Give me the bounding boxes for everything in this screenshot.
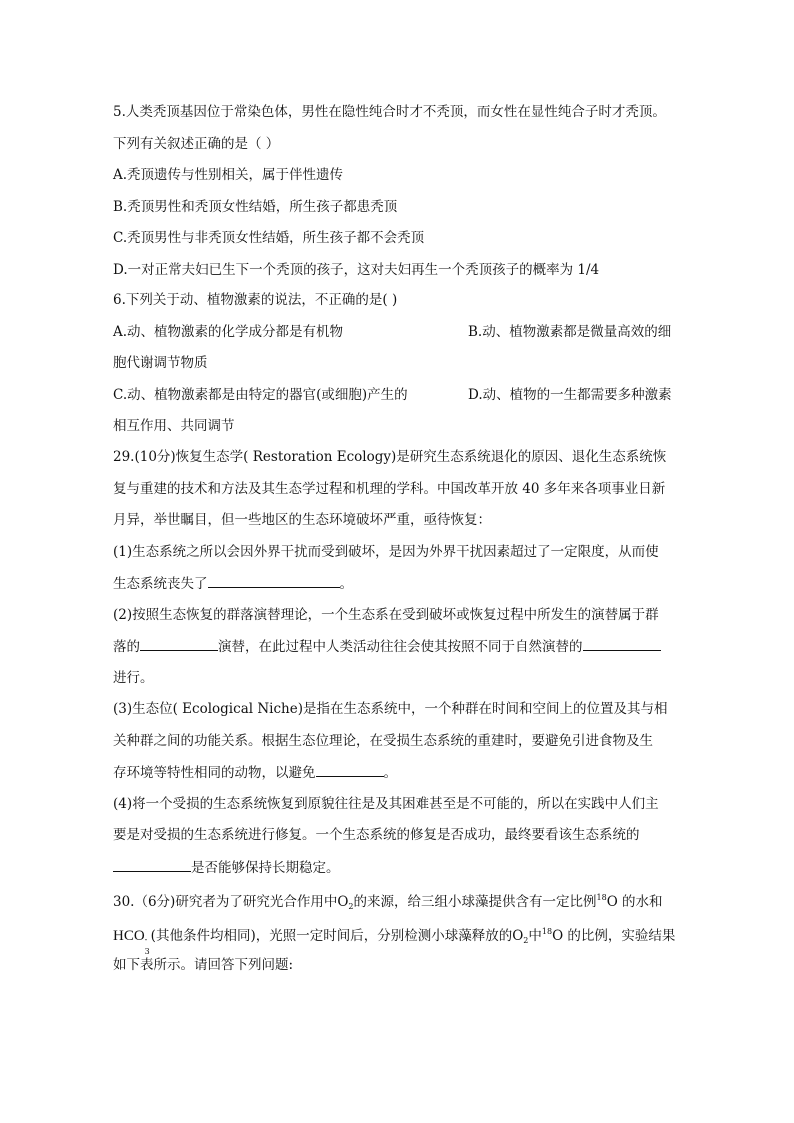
q29-part4-line2: 要是对受损的生态系统进行修复。一个生态系统的修复是否成功，最终要看该生态系统的	[113, 827, 640, 843]
q29-part4-text: 是否能够保持长期稳定。	[191, 860, 340, 876]
q29-part2-line3: 进行。	[113, 670, 154, 686]
q29-part1-end: 。	[339, 576, 353, 592]
q29-part3-line1: (3)生态位( Ecological Niche)是指在生态系统中，一个种群在时间和空间上的位置及其与相	[113, 701, 668, 717]
q6-options-row2	[113, 386, 683, 404]
q29-part4-line1: (4)将一个受损的生态系统恢复到原貌往往是及其困难甚至是不可能的，所以在实践中人们主	[113, 796, 659, 812]
q29-part1-text: 生态系统丧失了	[113, 576, 208, 592]
q29-intro-line2: 复与重建的技术和方法及其生态学过程和机理的学科。中国改革开放 40 多年来各项事业日新	[113, 481, 666, 497]
answer-blank-5[interactable]	[113, 858, 191, 872]
q29-part2-line2	[113, 637, 661, 656]
q29-part3-end: 。	[383, 765, 397, 781]
q6-option-b-cont: 胞代谢调节物质	[113, 355, 208, 371]
q6-option-d: D.动、植物的一生都需要多种激素	[468, 387, 672, 403]
q29-part1-line1: (1)生态系统之所以会因外界干扰而受到破坏，是因为外界干扰因素超过了一定限度，从而使	[113, 544, 659, 560]
q30-line3: 如下表所示。请回答下列问题:	[113, 957, 294, 973]
o2-subscript: 2	[348, 902, 354, 911]
q29-part3-text: 存环境等特性相同的动物，以避免	[113, 765, 316, 781]
q29-part3-line2: 关种群之间的功能关系。根据生态位理论，在受损生态系统的重建时，要避免引进食物及生	[113, 733, 653, 749]
q29-intro-line3: 月异，举世瞩目，但一些地区的生态环境破坏严重，亟待恢复：	[113, 512, 491, 528]
q6-stem: 6.下列关于动、植物激素的说法，不正确的是( )	[113, 292, 398, 308]
q29-part4-line3	[113, 858, 340, 877]
q6-option-d-cont: 相互作用、共同调节	[113, 418, 235, 434]
isotope-superscript: 18	[596, 893, 607, 902]
q30-text-d: (其他条件均相同)，光照一定时间后，分别检测小球藻释放的O	[150, 928, 524, 944]
q29-part2-line1: (2)按照生态恢复的群落演替理论，一个生态系在受到破坏或恢复过程中所发生的演替属于群	[113, 607, 659, 623]
q30-line2	[113, 923, 676, 956]
bicarbonate-subscript: 3	[144, 947, 150, 956]
isotope-superscript-2: 18	[541, 927, 553, 936]
q29-part2-text-a: 落的	[113, 639, 140, 655]
q6-options-row1	[113, 323, 683, 341]
q29-intro-line1: 29.(10分)恢复生态学( Restoration Ecology)是研究生态系统退化的原因、退化生态系统恢	[113, 449, 667, 465]
q5-option-b: B.秃顶男性和秃顶女性结婚，所生孩子都患秃顶	[113, 199, 398, 215]
q5-option-c: C.秃顶男性与非秃顶女性结婚，所生孩子都不会秃顶	[113, 230, 425, 246]
q30-text-a: 30.（6分)研究者为了研究光合作用中O	[113, 894, 349, 910]
bicarbonate-formula: HCO	[113, 928, 145, 944]
q30-text-c: O 的水和	[606, 894, 663, 910]
charge-superscript: -	[144, 935, 148, 944]
q30-text-b: 的来源，给三组小球藻提供含有一定比例	[353, 894, 597, 910]
q30-line1	[113, 889, 663, 916]
q6-option-b: B.动、植物激素都是微量高效的细	[468, 324, 672, 340]
answer-blank-3[interactable]	[583, 637, 661, 651]
q29-part1-line2	[113, 574, 353, 593]
q29-part2-text-b: 演替，在此过程中人类活动往往会使其按照不同于自然演替的	[218, 639, 583, 655]
q6-option-a: A.动、植物激素的化学成分都是有机物	[113, 324, 344, 340]
answer-blank-2[interactable]	[140, 637, 218, 651]
answer-blank-1[interactable]	[208, 574, 340, 588]
q29-part3-line3	[113, 763, 397, 782]
q6-option-c: C.动、植物激素都是由特定的器官(或细胞)产生的	[113, 387, 408, 403]
q5-option-d: D.一对正常夫妇已生下一个秃顶的孩子，这对夫妇再生一个秃顶孩子的概率为 1/4	[113, 262, 600, 278]
o2-subscript-2: 2	[523, 936, 529, 945]
answer-blank-4[interactable]	[316, 763, 384, 777]
q5-option-a: A.秃顶遗传与性别相关，属于伴性遗传	[113, 167, 344, 183]
q5-stem-line2: 下列有关叙述正确的是（ ）	[113, 136, 280, 152]
q30-text-f: O 的比例，实验结果	[552, 928, 676, 944]
q5-stem-line1: 5.人类秃顶基因位于常染色体，男性在隐性纯合时才不秃顶，而女性在显性纯合子时才秃顶。	[113, 104, 666, 120]
q30-text-e: 中	[528, 928, 542, 944]
